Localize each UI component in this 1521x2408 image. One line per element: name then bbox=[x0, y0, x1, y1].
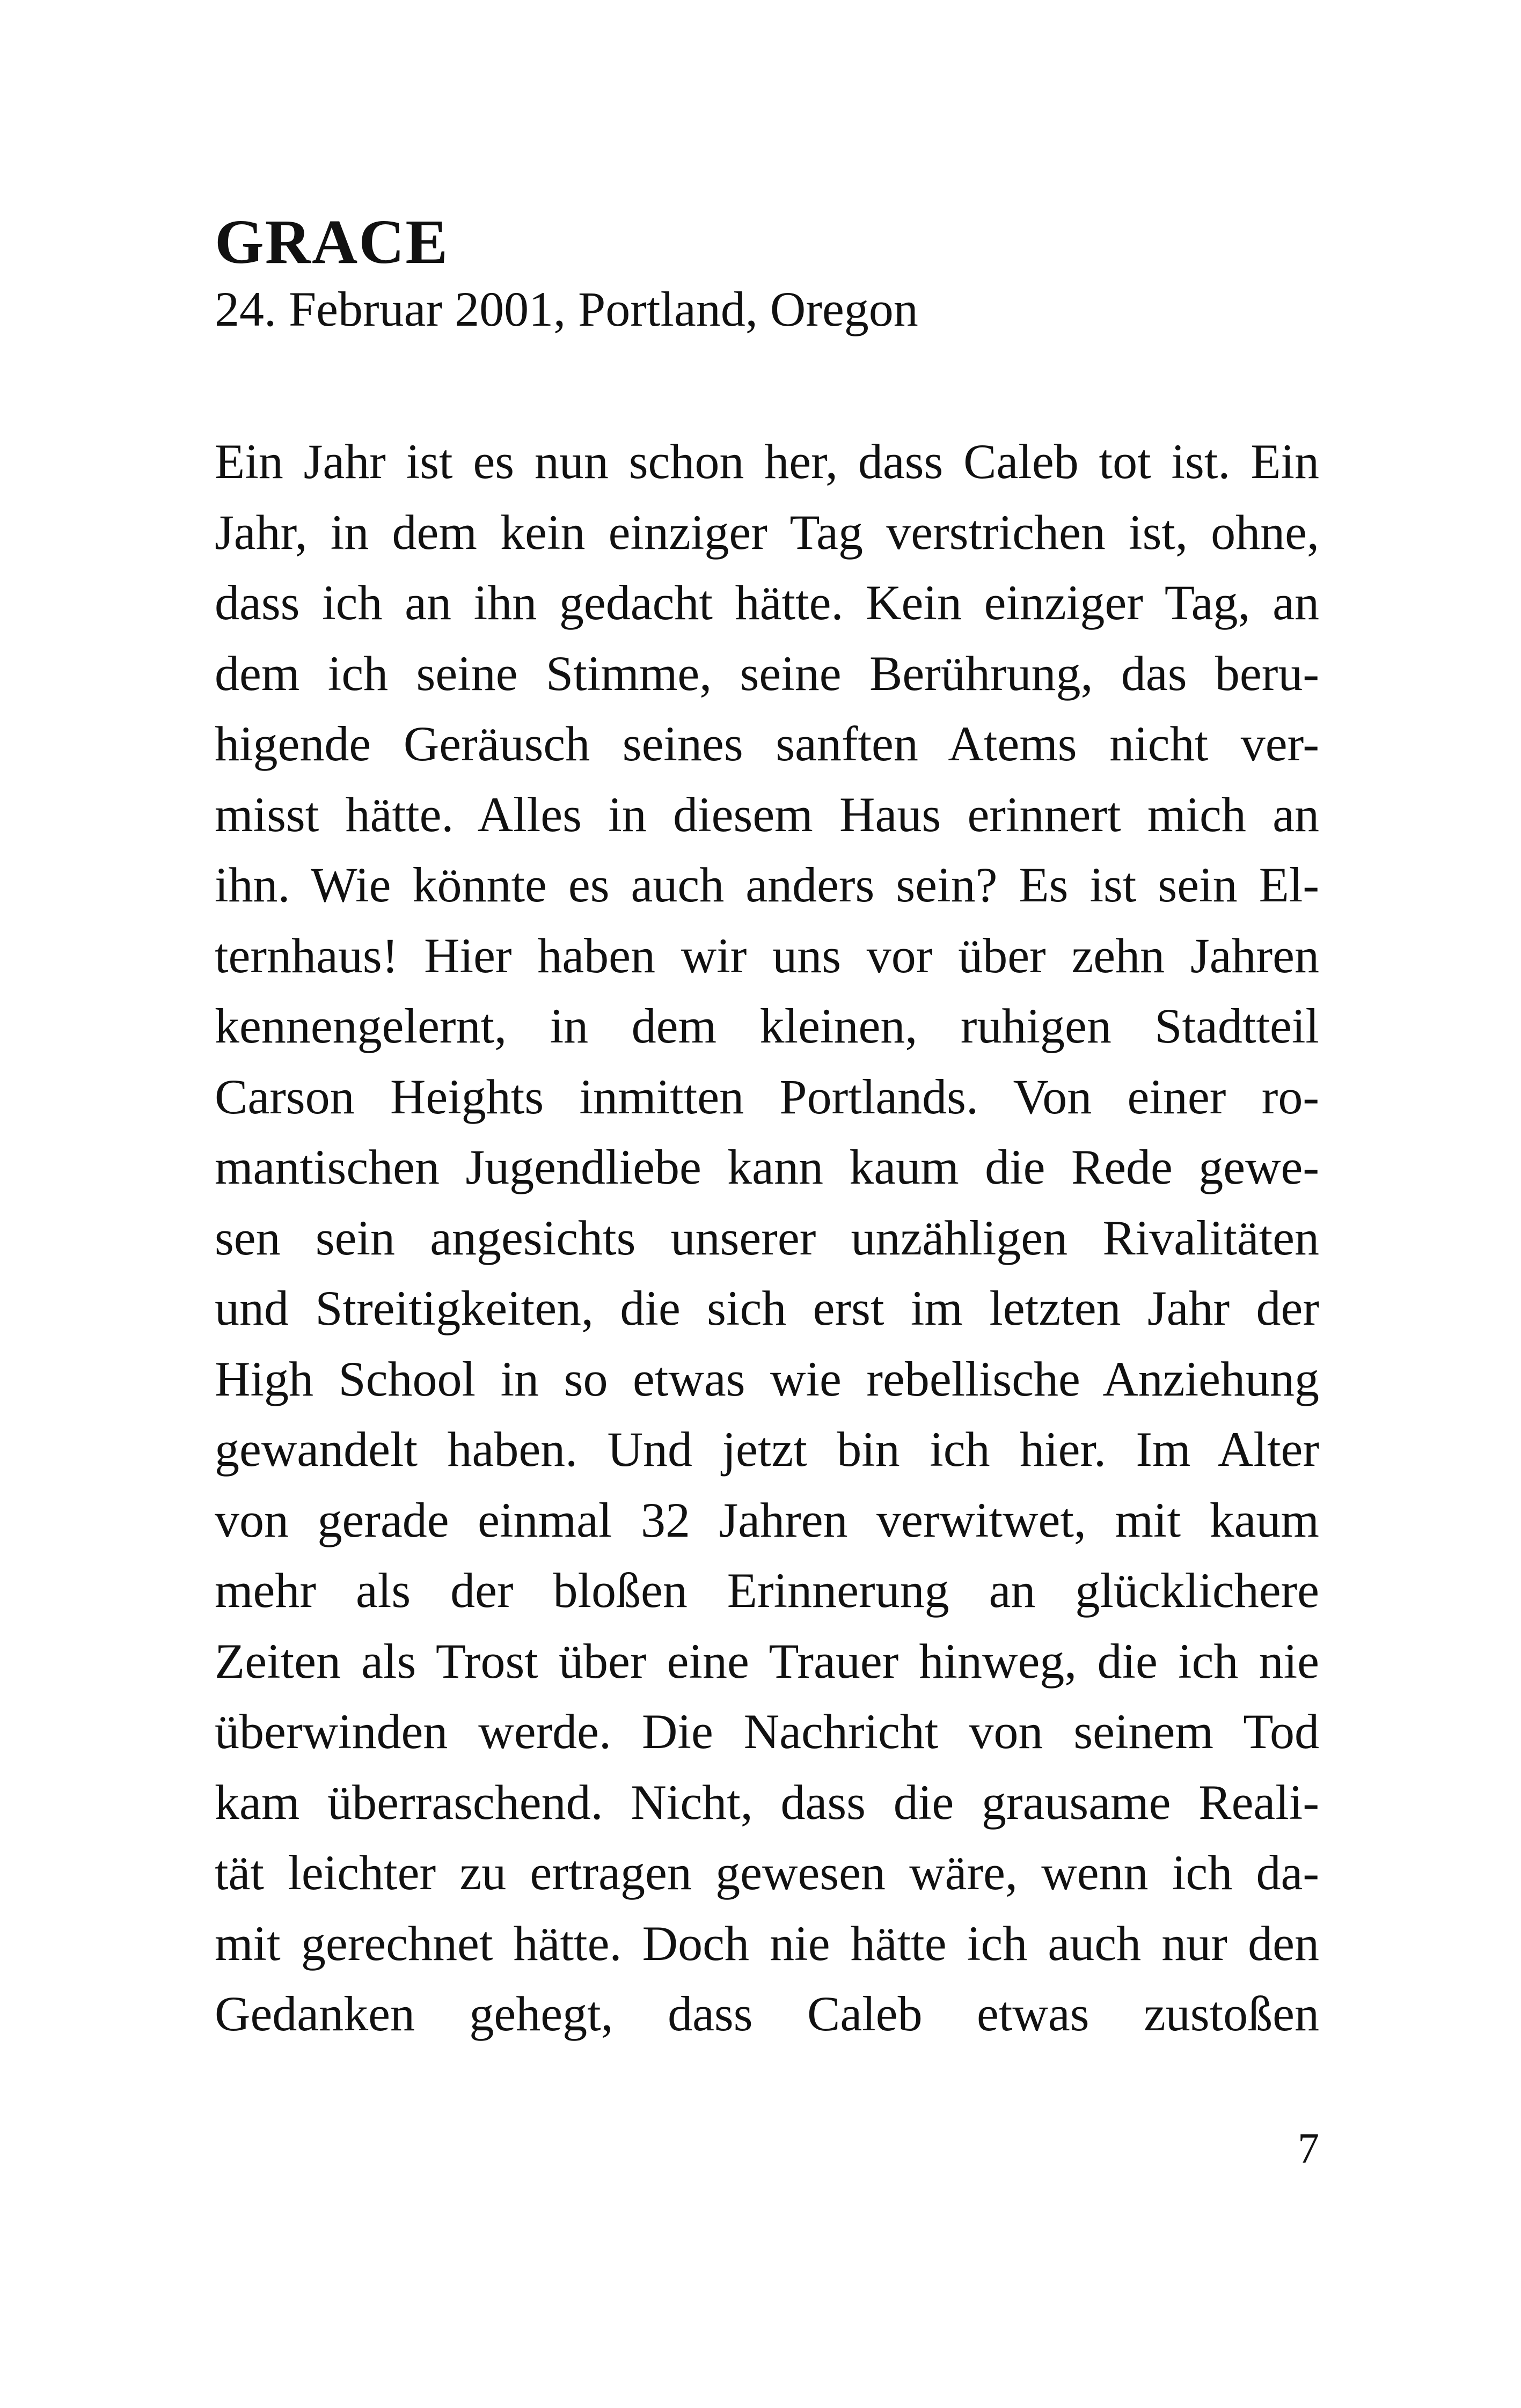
body-line: von gerade einmal 32 Jahren verwitwet, mit kaum bbox=[215, 1492, 1319, 1547]
page-number: 7 bbox=[1298, 2125, 1319, 2172]
body-line: Carson Heights inmitten Portlands. Von einer ro- bbox=[215, 1069, 1319, 1124]
body-line: ihn. Wie könnte es auch anders sein? Es ist sein El- bbox=[215, 857, 1319, 912]
body-line: tät leichter zu ertragen gewesen wäre, wenn ich da- bbox=[215, 1845, 1319, 1900]
body-line: High School in so etwas wie rebellische Anziehung bbox=[215, 1351, 1319, 1406]
body-line: mantischen Jugendliebe kann kaum die Rede gewe- bbox=[215, 1140, 1319, 1194]
body-line: kennengelernt, in dem kleinen, ruhigen Stadtteil bbox=[215, 999, 1319, 1053]
body-line: kam überraschend. Nicht, dass die grausame Reali- bbox=[215, 1774, 1319, 1830]
body-line: Zeiten als Trost über eine Trauer hinweg, die ich nie bbox=[215, 1633, 1319, 1688]
body-line: Ein Jahr ist es nun schon her, dass Caleb tot ist. Ein bbox=[215, 434, 1319, 489]
body-line: dass ich an ihn gedacht hätte. Kein einziger Tag, an bbox=[215, 575, 1319, 630]
body-line: ternhaus! Hier haben wir uns vor über zehn Jahren bbox=[215, 928, 1319, 983]
body-line: higende Geräusch seines sanften Atems nicht ver- bbox=[215, 716, 1319, 771]
body-line: und Streitigkeiten, die sich erst im letzten Jahr der bbox=[215, 1281, 1319, 1335]
body-line: überwinden werde. Die Nachricht von seinem Tod bbox=[215, 1704, 1319, 1759]
body-text bbox=[215, 427, 1319, 2050]
body-line: mehr als der bloßen Erinnerung an glücklichere bbox=[215, 1563, 1319, 1618]
body-line: gewandelt haben. Und jetzt bin ich hier. Im Alter bbox=[215, 1422, 1319, 1477]
body-line: Gedanken gehegt, dass Caleb etwas zustoßen bbox=[215, 1986, 1319, 2041]
body-line: dem ich seine Stimme, seine Berührung, das beru- bbox=[215, 645, 1319, 701]
chapter-dateline: 24. Februar 2001, Portland, Oregon bbox=[215, 282, 918, 336]
body-line: mit gerechnet hätte. Doch nie hätte ich auch nur den bbox=[215, 1915, 1319, 1971]
body-line: misst hätte. Alles in diesem Haus erinnert mich an bbox=[215, 787, 1319, 842]
body-line: sen sein angesichts unserer unzähligen Rivalitäten bbox=[215, 1210, 1319, 1265]
body-line: Jahr, in dem kein einziger Tag verstrichen ist, ohne, bbox=[215, 504, 1319, 560]
chapter-title: GRACE bbox=[215, 207, 449, 277]
